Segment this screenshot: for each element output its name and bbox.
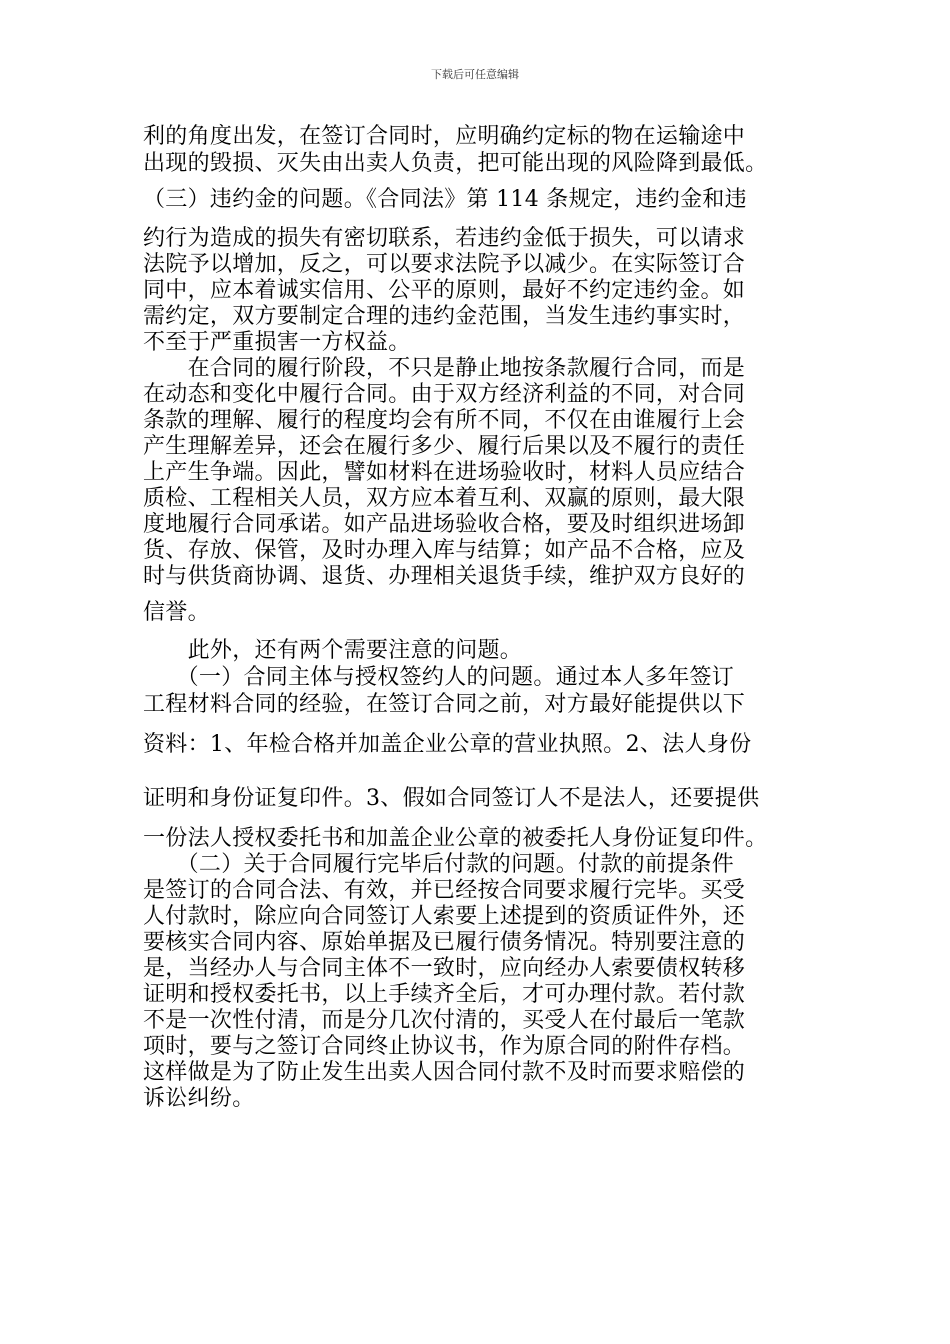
text-line: 工程材料合同的经验，在签订合同之前，对方最好能提供以下 xyxy=(143,692,746,717)
text-line: 度地履行合同承诺。如产品进场验收合格，要及时组织进场卸 xyxy=(143,512,746,537)
text-line: 出现的毁损、灭失由出卖人负责，把可能出现的风险降到最低。 xyxy=(143,151,768,176)
text-line: 人付款时，除应向合同签订人索要上述提到的资质证件外，还 xyxy=(143,904,746,929)
text-line: 信誉。 xyxy=(143,600,210,625)
text-line: 在动态和变化中履行合同。由于双方经济利益的不同，对合同 xyxy=(143,382,746,407)
text-line: 需约定，双方要制定合理的违约金范围，当发生违约事实时， xyxy=(143,304,746,329)
text-line: 一份法人授权委托书和加盖企业公章的被委托人身份证复印件。 xyxy=(143,826,768,851)
text-line: 不至于严重损害一方权益。 xyxy=(143,330,411,355)
text-line: 货、存放、保管，及时办理入库与结算；如产品不合格，应及 xyxy=(143,538,746,563)
text-line: 质检、工程相关人员，双方应本着互利、双赢的原则，最大限 xyxy=(143,486,746,511)
text-line: 条款的理解、履行的程度均会有所不同，不仅在由谁履行上会 xyxy=(143,408,746,433)
text-line: 证明和授权委托书，以上手续齐全后，才可办理付款。若付款 xyxy=(143,982,746,1007)
text-line: 不是一次性付清，而是分几次付清的，买受人在付最后一笔款 xyxy=(143,1008,746,1033)
text-line: 约行为造成的损失有密切联系，若违约金低于损失，可以请求 xyxy=(143,226,746,251)
text-line: 项时，要与之签订合同终止协议书，作为原合同的附件存档。 xyxy=(143,1034,746,1059)
text-line: 利的角度出发，在签订合同时，应明确约定标的物在运输途中 xyxy=(143,124,746,149)
text-line: 是，当经办人与合同主体不一致时，应向经办人索要债权转移 xyxy=(143,956,746,981)
text-line: （三）违约金的问题。《合同法》第 114 条规定，违约金和违 xyxy=(143,187,747,212)
page-header: 下载后可任意编辑 xyxy=(431,68,519,81)
text-line: 证明和身份证复印件。3、假如合同签订人不是法人，还要提供 xyxy=(143,786,760,811)
text-line: 产生理解差异，还会在履行多少、履行后果以及不履行的责任 xyxy=(143,434,746,459)
text-line: （一）合同主体与授权签约人的问题。通过本人多年签订 xyxy=(143,665,735,690)
text-line: 法院予以增加，反之，可以要求法院予以减少。在实际签订合 xyxy=(143,252,746,277)
text-line: 资料：1、年检合格并加盖企业公章的营业执照。2、法人身份 xyxy=(143,732,752,757)
text-line: 这样做是为了防止发生出卖人因合同付款不及时而要求赔偿的 xyxy=(143,1060,746,1085)
text-line: 此外，还有两个需要注意的问题。 xyxy=(143,638,523,663)
text-line: 时与供货商协调、退货、办理相关退货手续，维护双方良好的 xyxy=(143,564,746,589)
text-line: 同中，应本着诚实信用、公平的原则，最好不约定违约金。如 xyxy=(143,278,746,303)
text-line: 要核实合同内容、原始单据及已履行债务情况。特别要注意的 xyxy=(143,930,746,955)
text-line: 在合同的履行阶段，不只是静止地按条款履行合同，而是 xyxy=(143,356,746,381)
text-line: 是签订的合同合法、有效，并已经按合同要求履行完毕。买受 xyxy=(143,878,746,903)
text-line: 诉讼纠纷。 xyxy=(143,1086,255,1111)
text-line: （二）关于合同履行完毕后付款的问题。付款的前提条件 xyxy=(143,852,735,877)
text-line: 上产生争端。因此，譬如材料在进场验收时，材料人员应结合 xyxy=(143,460,746,485)
